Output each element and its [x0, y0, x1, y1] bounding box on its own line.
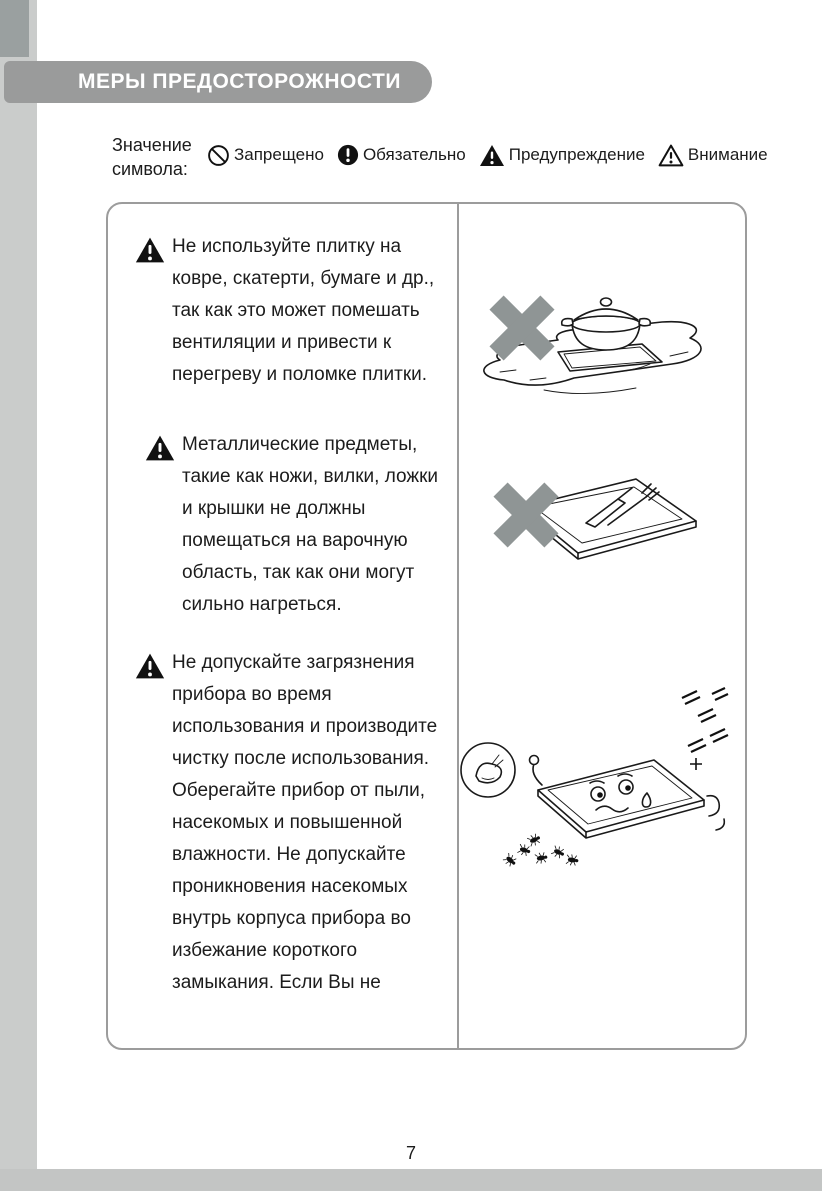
legend-label: Значение символа: [112, 135, 192, 179]
warning-text-1: Не используйте плитку на ковре, скатерти, бумаге и др., так как это может помешать вентиляции и привести к перегреву и поломке плитки. [172, 236, 435, 385]
warning-triangle-icon [135, 237, 165, 268]
legend-item-label: Обязательно [362, 145, 466, 164]
pot-on-carpet-prohibited-illustration [466, 268, 721, 423]
warning-triangle-icon [135, 653, 165, 684]
warning-text-2: Металлические предметы, такие как ножи, вилки, ложки и крышки не должны помещаться на варочную область, так как они могут сильно нагреться. [182, 434, 439, 615]
warning-icon [479, 144, 505, 167]
dirty-cooktop-insects-illustration [446, 682, 741, 892]
symbol-legend [207, 140, 768, 170]
legend-item-mandatory [337, 144, 466, 166]
section-header-bar [4, 61, 432, 103]
cutlery-on-cooktop-prohibited-illustration [468, 457, 718, 597]
column-divider [457, 204, 459, 1048]
corner-block [0, 0, 29, 57]
precautions-box [106, 202, 747, 1050]
left-margin-strip [0, 0, 37, 1191]
prohibited-icon [207, 144, 230, 167]
legend-item-attention [658, 144, 768, 167]
legend-item-label: Предупреждение [508, 145, 645, 164]
bottom-margin-bar [0, 1169, 822, 1191]
legend-item-warning [479, 144, 645, 167]
legend-item-label: Запрещено [234, 145, 324, 164]
page-number: 7 [405, 1143, 416, 1163]
warning-triangle-icon [145, 435, 175, 466]
legend-item-prohibited [207, 144, 324, 167]
page-title: МЕРЫ ПРЕДОСТОРОЖНОСТИ [78, 70, 401, 93]
mandatory-icon [337, 144, 359, 166]
warning-text-3: Не допускайте загрязнения прибора во время использования и производите чистку после использования. Оберегайте прибор от пыли, насекомых и повышенной влажности. Не допускайте проникновения насекомых внутрь корпуса прибора во избежание короткого замыкания. Если Вы не [172, 652, 438, 993]
attention-icon [658, 144, 684, 167]
legend-item-label: Внимание [687, 145, 768, 164]
